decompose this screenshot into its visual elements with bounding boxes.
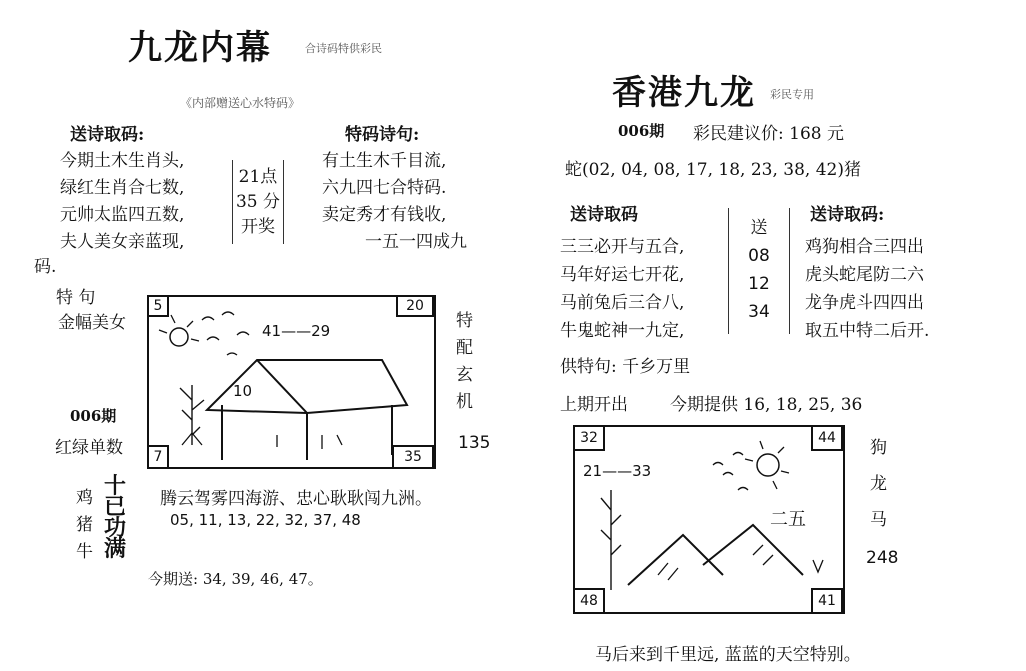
draw-time-line: 35 分 [235,192,281,212]
side-vertical-char: 龙 [870,474,887,494]
right-right-line: 取五中特二后开. [805,321,930,341]
left-special-heading: 特码诗句: [345,125,420,145]
send-box-item: 送 [750,218,768,238]
right-right-line: 龙争虎斗四四出 [805,293,924,313]
right-title: 香港九龙 [612,73,756,113]
zodiac-item: 猪 [76,515,93,535]
left-special-line: 卖定秀才有钱收, [322,205,447,225]
zodiac-item: 牛 [76,542,93,562]
left-numbers: 05, 11, 13, 22, 32, 37, 48 [170,511,361,529]
right-side-vertical [870,430,887,538]
right-poem-heading-left: 送诗取码 [570,205,638,225]
left-corner-br: 35 [392,445,434,469]
left-poem-line: 元帅太监四五数, [60,205,185,225]
big-vertical-char: 十 [104,473,127,499]
left-special-line: 有土生木千目流, [322,151,447,171]
left-right-vertical [456,308,476,416]
tese-label: 特 句 [56,288,96,308]
send-box-item: 08 [748,246,770,266]
redgreen-label: 红绿单数 [55,438,123,458]
right-corner-tr: 44 [811,425,843,451]
big-vertical-char: 已 [104,494,127,520]
send-box [728,208,790,334]
left-special-line: 一五一四成九 [365,232,467,252]
right-left-line: 牛鬼蛇神一九定, [560,321,685,341]
right-pic-five: 二五 [770,509,806,530]
left-corner-bl: 7 [147,445,169,469]
left-overflow-char: 码. [34,257,57,277]
tese-value: 金幅美女 [58,313,126,333]
right-subtitle: 彩民专用 [770,88,814,101]
vertical-char: 配 [456,338,473,358]
right-pic-arrow: 21——33 [583,462,652,480]
left-corner-tl: 5 [147,295,169,317]
left-issue: 006期 [70,407,117,425]
zodiac-item: 鸡 [76,488,93,508]
left-right-number: 135 [458,433,491,453]
left-verse: 腾云驾雾四海游、忠心耿耿闯九洲。 [160,489,432,509]
draw-time-line: 21点 [238,167,278,187]
big-vertical [104,473,127,562]
draw-time-line: 开奖 [241,217,275,237]
left-send: 今期送: 34, 39, 46, 47。 [148,570,323,588]
left-poem-heading: 送诗取码: [70,125,145,145]
right-bottom-verse: 马后来到千里远, 蓝蓝的天空特别。 [595,645,861,665]
last-issue-label: 上期开出 [560,395,628,415]
left-gift-line: 《内部赠送心水特码》 [180,96,301,110]
vertical-char: 特 [456,311,473,331]
left-poem-line: 绿红生肖合七数, [60,178,185,198]
big-vertical-char: 功 [104,515,127,541]
gong-te-line: 供特句: 千乡万里 [560,357,691,377]
send-box-item: 12 [748,274,770,294]
right-left-line: 马前兔后三合八, [560,293,685,313]
right-left-line: 马年好运七开花, [560,265,685,285]
right-poem-heading-right: 送诗取码: [810,205,885,225]
send-box-item: 34 [748,302,770,322]
side-vertical-char: 马 [870,510,887,530]
right-right-line: 虎头蛇尾防二六 [805,265,924,285]
vertical-char: 机 [456,392,473,412]
right-corner-tl: 32 [573,425,605,451]
right-issue: 006期 [618,122,665,140]
left-corner-tr: 20 [396,295,434,317]
right-snake-line: 蛇(02, 04, 08, 17, 18, 23, 38, 42)猪 [565,160,861,180]
right-left-line: 三三必开与五合, [560,237,685,257]
left-pic-arrow: 41——29 [262,322,331,340]
left-pic-ten: 10 [233,382,253,400]
provide-line: 今期提供 16, 18, 25, 36 [670,395,863,415]
left-special-line: 六九四七合特码. [322,178,447,198]
right-price: 彩民建议价: 168 元 [693,124,844,144]
left-poem-line: 今期土木生肖头, [60,151,185,171]
right-side-number: 248 [866,548,899,568]
big-vertical-char: 满 [104,536,127,562]
left-poem-line: 夫人美女亲蓝现, [60,232,185,252]
zodiac-list [76,485,93,566]
vertical-char: 玄 [456,365,473,385]
draw-time-box [232,160,284,244]
left-title: 九龙内幕 [128,28,272,68]
right-corner-bl: 48 [573,588,605,614]
side-vertical-char: 狗 [870,438,887,458]
right-right-line: 鸡狗相合三四出 [805,237,924,257]
left-subtitle: 合诗码特供彩民 [305,42,382,55]
right-corner-br: 41 [811,588,843,614]
